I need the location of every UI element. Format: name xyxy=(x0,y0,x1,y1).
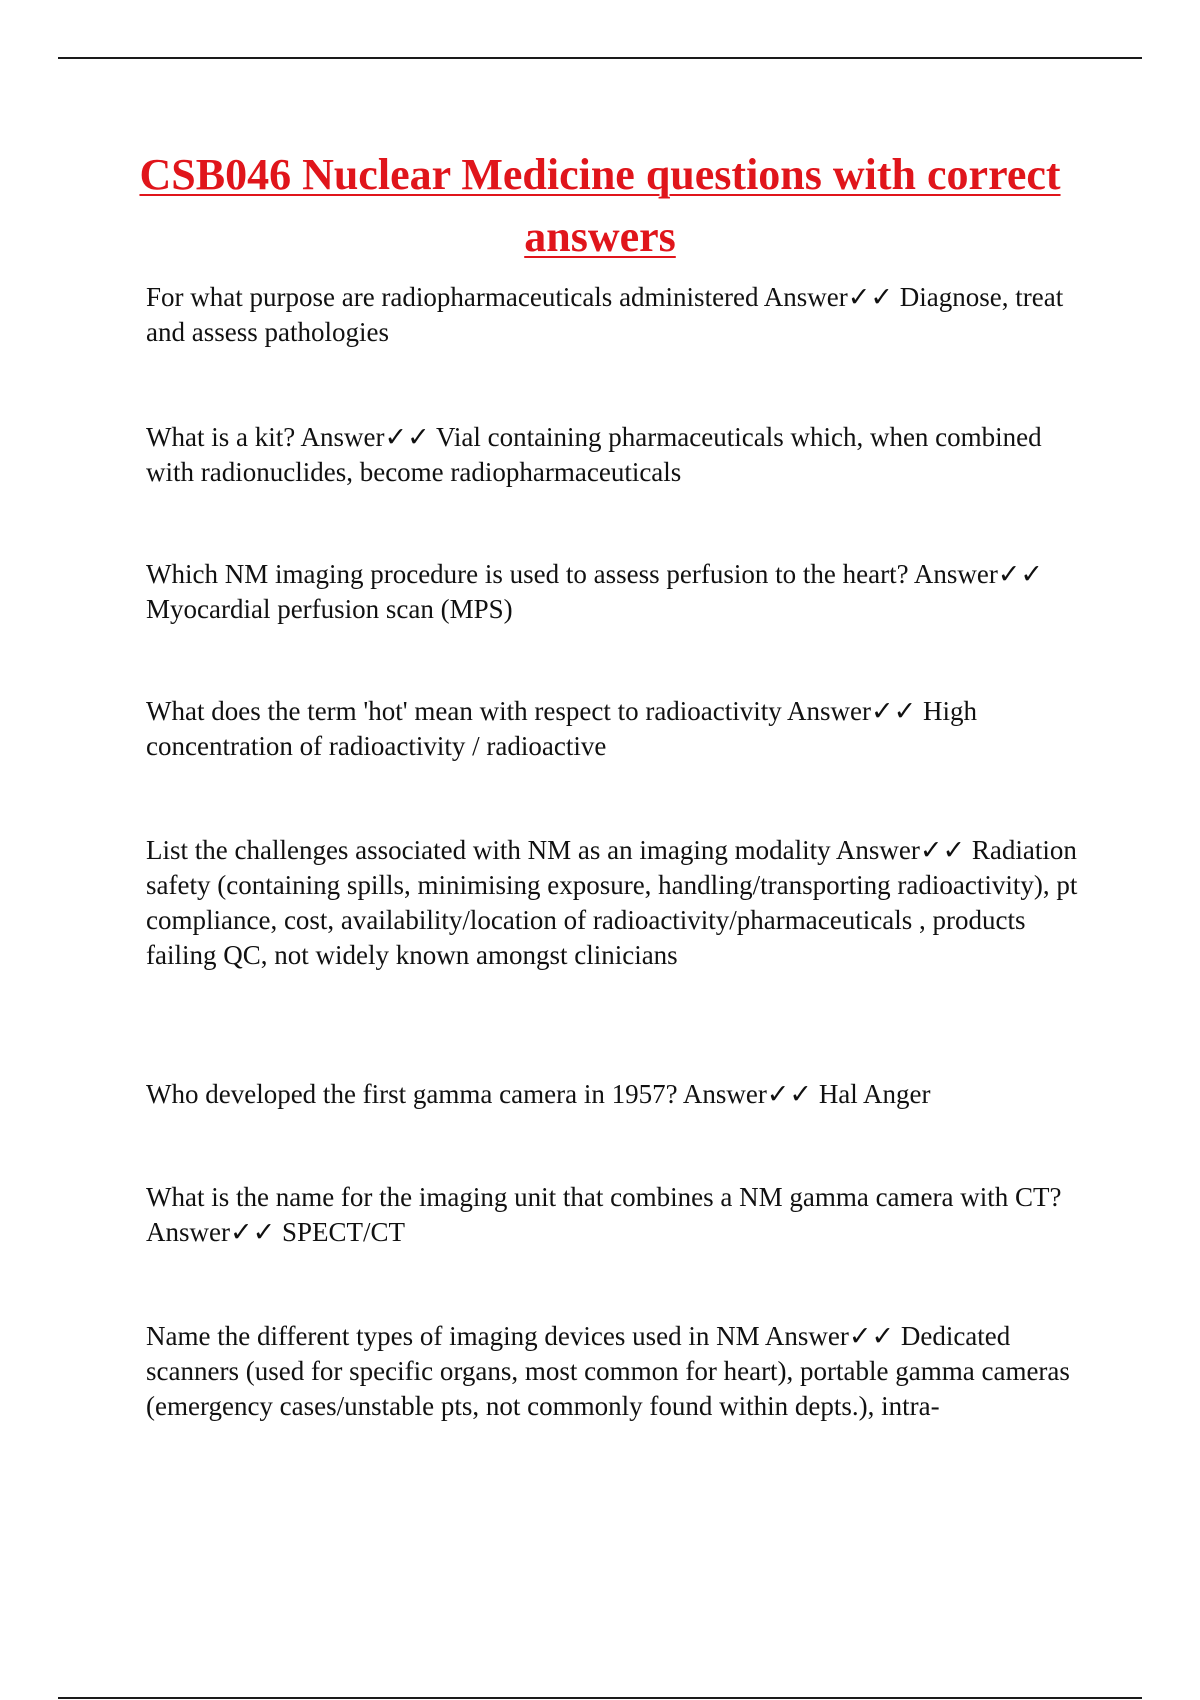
qa-item-6 xyxy=(146,1077,1090,1112)
answer-text: SPECT/CT xyxy=(281,1217,406,1247)
header-rule xyxy=(58,57,1142,59)
qa-item-5 xyxy=(146,833,1090,973)
footer-rule xyxy=(58,1697,1142,1699)
question-text: What is the name for the imaging unit that combines a NM gamma camera with CT? xyxy=(146,1182,1062,1212)
qa-item-2 xyxy=(146,420,1090,490)
answer-text: Vial containing pharmaceuticals which, when combined with radionuclides, become radiopharmaceuticals xyxy=(146,422,1042,487)
answer-marker: Answer✓✓ xyxy=(764,1321,895,1351)
answer-marker: Answer✓✓ xyxy=(146,1217,276,1247)
qa-item-8 xyxy=(146,1319,1090,1424)
question-text: Which NM imaging procedure is used to assess perfusion to the heart? xyxy=(146,559,909,589)
answer-marker: Answer✓✓ xyxy=(835,835,966,865)
answer-text: Myocardial perfusion scan (MPS) xyxy=(146,594,513,624)
qa-item-7 xyxy=(146,1180,1090,1250)
question-text: List the challenges associated with NM as an imaging modality xyxy=(146,835,831,865)
question-text: Who developed the first gamma camera in 1957? xyxy=(146,1079,678,1109)
answer-text: Radiation safety (containing spills, minimising exposure, handling/transporting radioactivity), pt compliance, cost, availability/location of radioactivity/pharmaceuticals , products failing QC, not widely known amongst clinicians xyxy=(146,835,1078,970)
answer-text: High concentration of radioactivity / radioactive xyxy=(146,696,978,761)
qa-item-1 xyxy=(146,280,1090,350)
answer-text: Diagnose, treat and assess pathologies xyxy=(146,282,1064,347)
page-title: CSB046 Nuclear Medicine questions with correct answers xyxy=(139,150,1061,261)
answer-marker: Answer✓✓ xyxy=(682,1079,813,1109)
answer-marker: Answer✓✓ xyxy=(913,559,1044,589)
question-text: For what purpose are radiopharmaceuticals administered xyxy=(146,282,759,312)
qa-item-4 xyxy=(146,694,1090,764)
question-text: What does the term 'hot' mean with respect to radioactivity xyxy=(146,696,782,726)
answer-text: Dedicated scanners (used for specific organs, most common for heart), portable gamma cameras (emergency cases/unstable pts, not commonly found within depts.), intra- xyxy=(146,1321,1070,1421)
question-text: What is a kit? xyxy=(146,422,296,452)
answer-text: Hal Anger xyxy=(818,1079,931,1109)
answer-marker: Answer✓✓ xyxy=(300,422,430,452)
answer-marker: Answer✓✓ xyxy=(763,282,894,312)
qa-item-3 xyxy=(146,557,1090,627)
question-text: Name the different types of imaging devices used in NM xyxy=(146,1321,760,1351)
answer-marker: Answer✓✓ xyxy=(787,696,917,726)
